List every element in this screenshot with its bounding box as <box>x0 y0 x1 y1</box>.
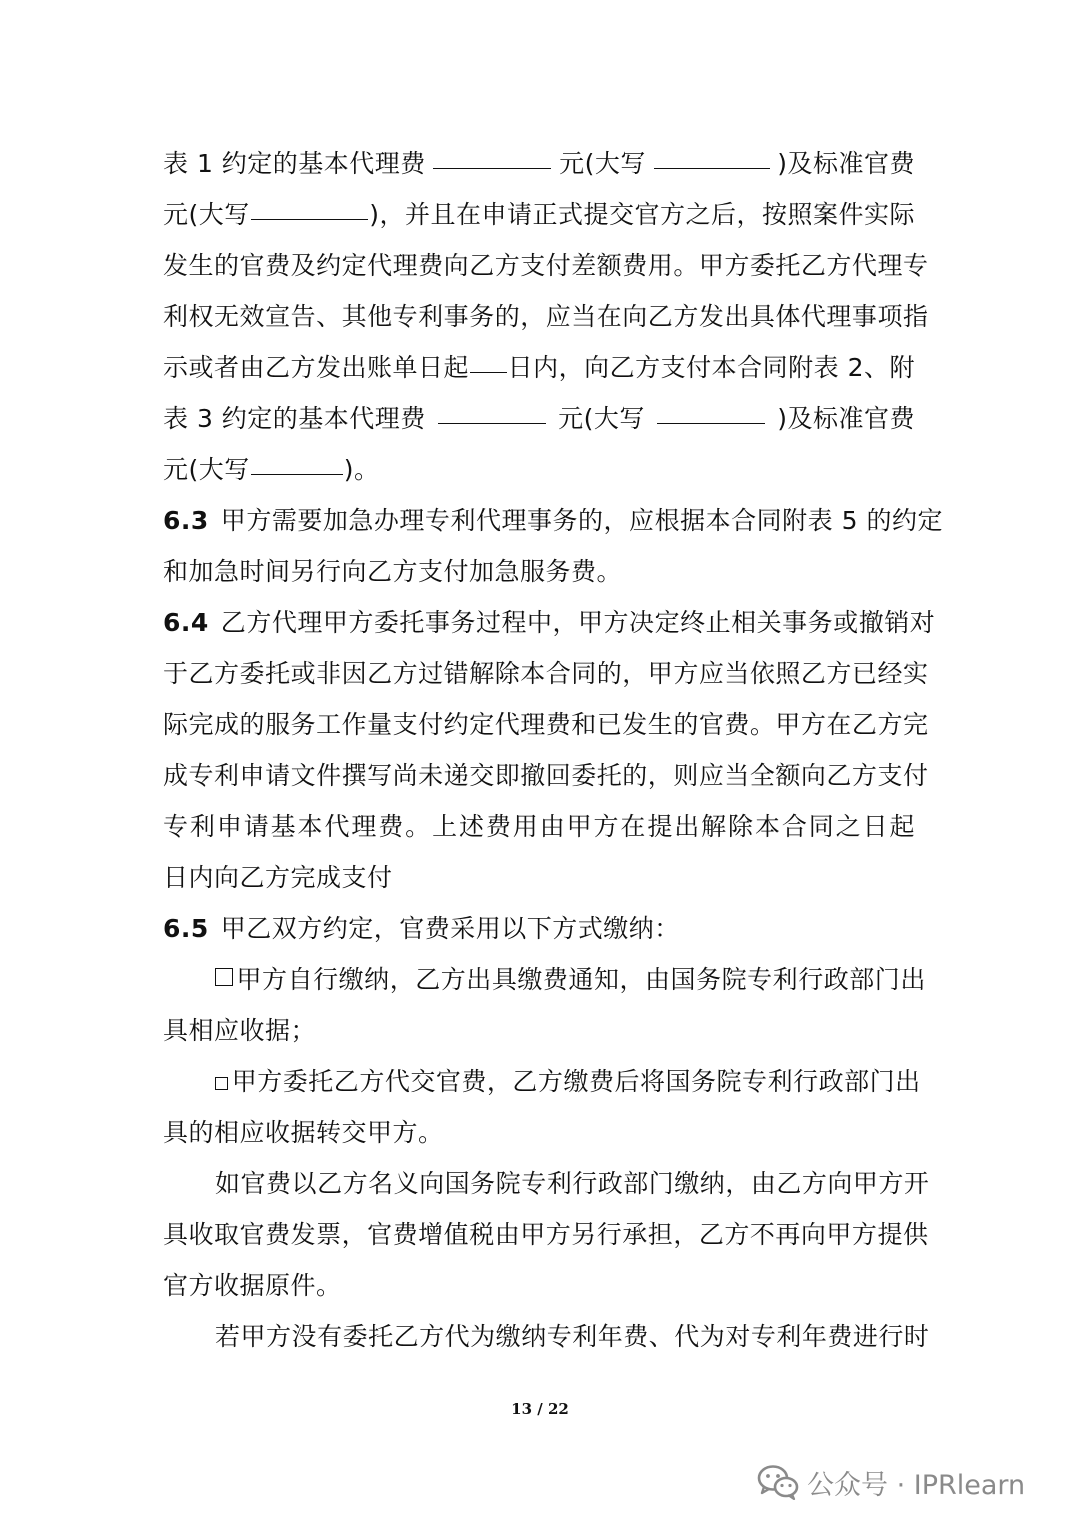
text-segment: 具的相应收据转交甲方。 <box>163 1118 444 1147</box>
text-line <box>163 954 926 1005</box>
text-line <box>163 444 915 495</box>
fill-in-blank[interactable] <box>654 138 770 169</box>
text-line <box>163 648 929 699</box>
text-line <box>163 1107 915 1158</box>
text-line <box>163 903 915 954</box>
checkbox[interactable] <box>215 1077 228 1090</box>
text-line <box>163 393 915 444</box>
text-segment: )及标准官费 <box>777 404 915 433</box>
text-line <box>163 801 915 852</box>
clause-number: 6.5 <box>163 914 209 943</box>
text-line <box>163 1056 921 1107</box>
text-segment: 如 官 费 以 乙 方 名 义 向 国 务 院 专 利 行 政 部 门 缴 纳 ， 由 乙 方 向 甲 方 开 <box>215 1169 930 1198</box>
text-line <box>163 1209 929 1260</box>
text-segment: 具 收 取 官 费 发 票 ， 官 费 增 值 税 由 甲 方 另 行 承 担 ， 乙 方 不 再 向 甲 方 提 供 <box>163 1220 929 1249</box>
text-segment: 和加急时间另行向乙方支付加急服务费。 <box>163 557 623 586</box>
text-segment: 若 甲 方 没 有 委 托 乙 方 代 为 缴 纳 专 利 年 费 、 代 为 对 专 利 年 费 进 行 时 <box>215 1322 930 1351</box>
text-segment: 元(大写 <box>558 404 645 433</box>
text-segment: )及标准官费 <box>777 149 915 178</box>
text-segment: 专 利 申 请 基 本 代 理 费 。 上 述 费 用 由 甲 方 在 提 出 解 除 本 合 同 之 日 起 <box>163 812 915 841</box>
text-segment: 示或者由乙方发出账单日起 <box>163 353 470 382</box>
text-line <box>163 189 915 240</box>
contract-body <box>163 138 944 1362</box>
wechat-icon <box>757 1464 799 1500</box>
text-segment: )，并且在申请正式提交官方之后，按照案件实际 <box>369 200 915 229</box>
text-line <box>163 1260 915 1311</box>
text-line <box>163 1005 915 1056</box>
clause-number: 6.4 <box>163 608 209 637</box>
paragraph <box>163 1311 930 1362</box>
paragraph <box>163 1158 930 1311</box>
fill-in-blank[interactable] <box>657 393 765 424</box>
fill-in-blank[interactable] <box>433 138 551 169</box>
text-segment: 甲 方 自 行 缴 纳 ， 乙 方 出 具 缴 费 通 知 ， 由 国 务 院 专 利 行 政 部 门 出 <box>236 965 926 994</box>
text-segment: 元(大写 <box>163 200 250 229</box>
text-segment: 表 1 约定的基本代理费 <box>163 149 426 178</box>
page-number: 13 / 22 <box>511 1400 569 1418</box>
text-line <box>163 546 915 597</box>
text-segment: 利 权 无 效 宣 告 、 其 他 专 利 事 务 的 ， 应 当 在 向 乙 方 发 出 具 体 代 理 事 项 指 <box>163 302 929 331</box>
text-line <box>163 1158 930 1209</box>
text-line <box>163 291 929 342</box>
text-segment: 甲 方 委 托 乙 方 代 交 官 费 ， 乙 方 缴 费 后 将 国 务 院 专 利 行 政 部 门 出 <box>231 1067 921 1096</box>
text-line <box>163 750 929 801</box>
text-segment: 元(大写 <box>559 149 646 178</box>
text-segment: 发 生 的 官 费 及 约 定 代 理 费 向 乙 方 支 付 差 额 费 用 。 甲 方 委 托 乙 方 代 理 专 <box>163 251 929 280</box>
paragraph <box>163 954 926 1056</box>
paragraph <box>163 1056 921 1158</box>
text-segment: 甲乙双方约定，官费采用以下方式缴纳： <box>220 914 680 943</box>
text-line <box>163 342 915 393</box>
text-segment: 具相应收据； <box>163 1016 317 1045</box>
watermark-text: 公众号 · IPRlearn <box>807 1469 1026 1501</box>
text-line <box>163 495 944 546</box>
fill-in-blank[interactable] <box>438 393 546 424</box>
text-segment: 成 专 利 申 请 文 件 撰 写 尚 未 递 交 即 撤 回 委 托 的 ， 则 应 当 全 额 向 乙 方 支 付 <box>163 761 929 790</box>
text-segment: 表 3 约定的基本代理费 <box>163 404 426 433</box>
text-segment: 官方收据原件。 <box>163 1271 342 1300</box>
text-line <box>163 138 915 189</box>
text-line <box>163 1311 930 1362</box>
text-segment: 日内，向乙方支付本合同附表 2、附 <box>507 353 915 382</box>
text-line <box>163 852 915 903</box>
text-segment: 元(大写 <box>163 455 250 484</box>
text-line <box>163 240 929 291</box>
fill-in-blank[interactable] <box>251 444 343 475</box>
fill-in-blank[interactable] <box>470 342 507 373</box>
text-segment: 乙 方 代 理 甲 方 委 托 事 务 过 程 中 ， 甲 方 决 定 终 止 相 关 事 务 或 撤 销 对 <box>220 608 936 637</box>
paragraph <box>163 597 936 903</box>
fill-in-blank[interactable] <box>251 189 368 220</box>
text-segment: )。 <box>343 455 380 484</box>
clause-number: 6.3 <box>163 506 209 535</box>
text-segment: 于 乙 方 委 托 或 非 因 乙 方 过 错 解 除 本 合 同 的 ， 甲 方 应 当 依 照 乙 方 已 经 实 <box>163 659 929 688</box>
text-segment: 际 完 成 的 服 务 工 作 量 支 付 约 定 代 理 费 和 已 发 生 的 官 费 。 甲 方 在 乙 方 完 <box>163 710 929 739</box>
paragraph <box>163 495 944 597</box>
text-line <box>163 699 929 750</box>
text-line <box>163 597 936 648</box>
paragraph <box>163 138 929 495</box>
checkbox[interactable] <box>215 968 233 986</box>
text-segment: 日内向乙方完成支付 <box>163 863 393 892</box>
paragraph <box>163 903 915 954</box>
watermark <box>757 1460 1025 1504</box>
text-segment: 甲 方 需 要 加 急 办 理 专 利 代 理 事 务 的 ， 应 根 据 本 合 同 附 表 5 的 约 定 <box>220 506 944 535</box>
